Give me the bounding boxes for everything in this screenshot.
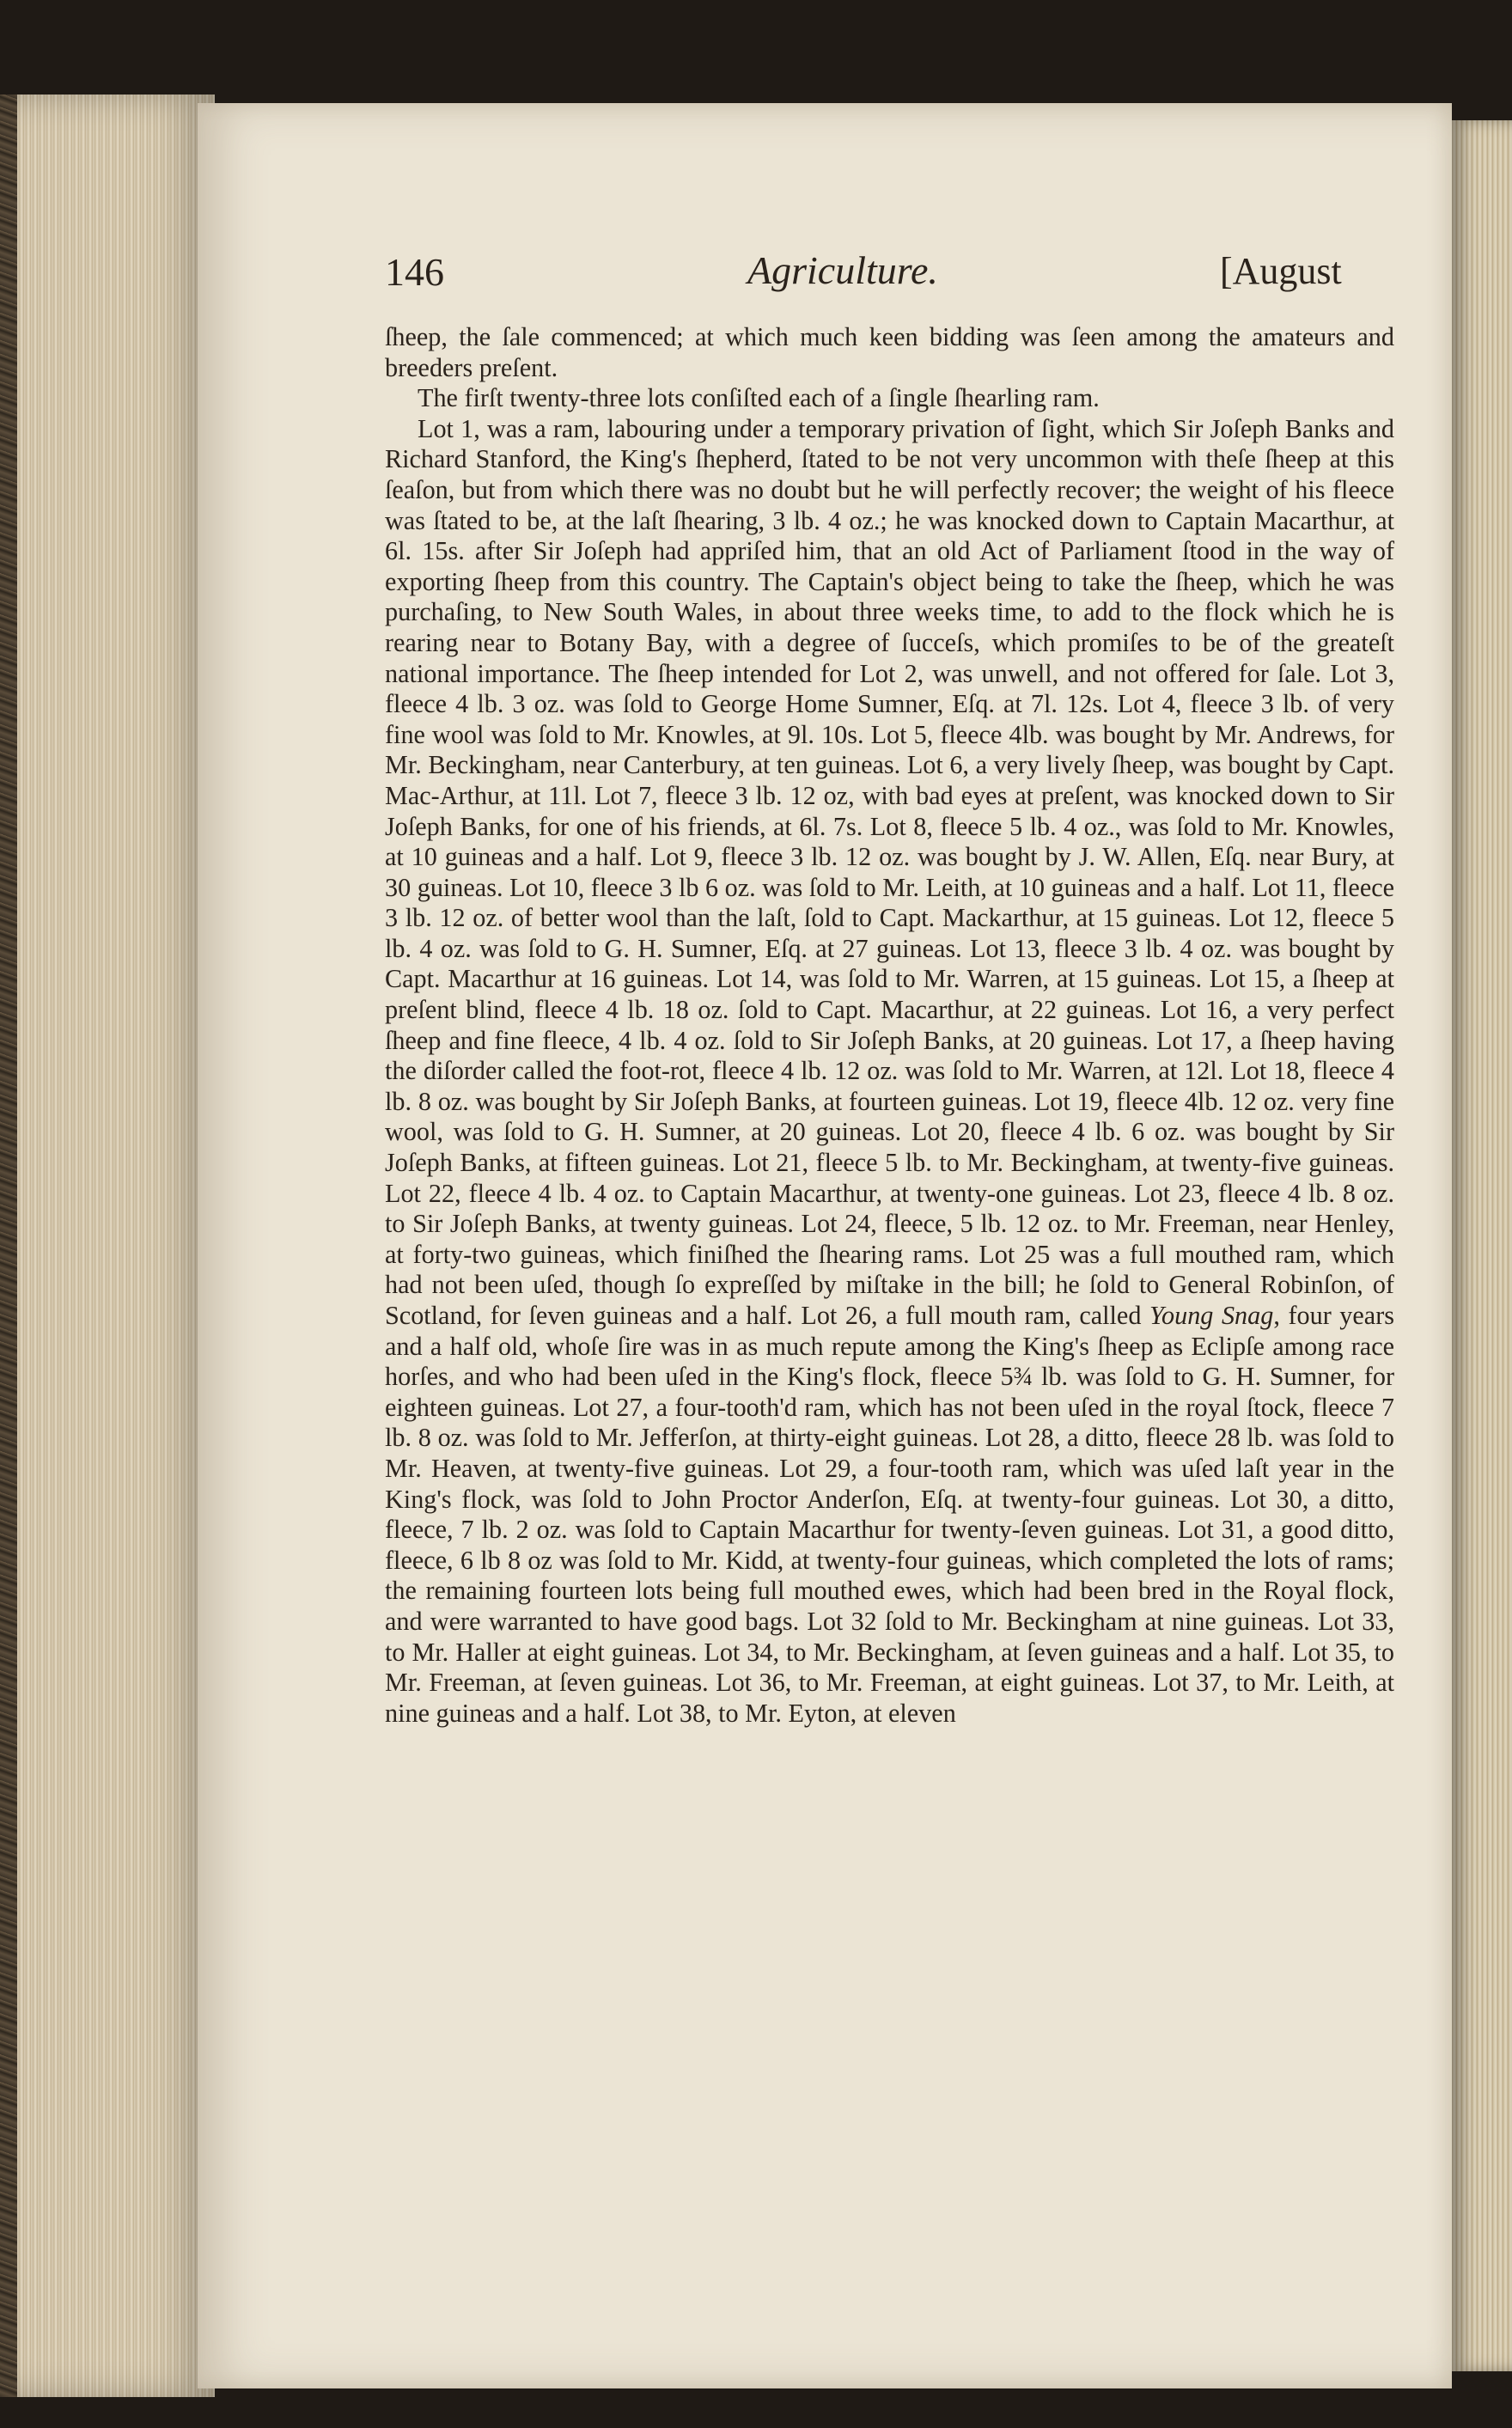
page-number: 146 (385, 250, 444, 294)
lot-list-text-b: , four years and a half old, whoſe ſire was in as much repute among the King's ſheep as Eclipſe among race horſes, and who had been uſed in the King's flock, fleece 5¾ lb. was ſold to G. H. Sumner, for eighteen guineas. Lot 27, a four-tooth'd ram, which has not been uſed in the royal ſtock, fleece 7 lb. 8 oz. was ſold to Mr. Jefferſon, at thirty-eight guineas. Lot 28, a ditto, fleece 28 lb. was ſold to Mr. Heaven, at twenty-five guineas. Lot 29, a four-tooth ram, which was uſed laſt year in the King's flock, was ſold to John Proctor Anderſon, Eſq. at twenty-four guineas. Lot 30, a ditto, fleece, 7 lb. 2 oz. was ſold to Captain Macarthur for twenty-ſeven guineas. Lot 31, a good ditto, fleece, 6 lb 8 oz was ſold to Mr. Kidd, at twenty-four guineas, which completed the lots of rams; the remaining fourteen lots being full mouthed ewes, which had been bred in the Royal flock, and were warranted to have good bags. Lot 32 ſold to Mr. Beckingham at nine guineas. Lot 33, to Mr. Haller at eight guineas. Lot 34, to Mr. Beckingham, at ſeven guineas and a half. Lot 35, to Mr. Freeman, at ſeven guineas. Lot 36, to Mr. Freeman, at eight guineas. Lot 37, to Mr. Leith, at nine guineas and a half. Lot 38, to Mr. Eyton, at eleven (385, 1301, 1395, 1728)
body-text (385, 322, 1394, 1729)
ram-name: Young Snag (1149, 1301, 1274, 1330)
page-header (198, 249, 1452, 309)
paragraph-lot-list (385, 414, 1394, 1729)
paragraph-first-lots: The firſt twenty-three lots conſiſted each of a ſingle ſhearling ram. (418, 383, 1100, 413)
paragraph-sale-opening: ſheep, the ſale commenced; at which much keen bidding was ſeen among the amateurs and breeders preſent. (385, 322, 1394, 382)
right-page-edges (1452, 120, 1512, 2371)
running-title: Agriculture. (747, 248, 938, 292)
left-page-edges (17, 95, 215, 2397)
running-month: [August (1220, 250, 1342, 292)
book-page (198, 103, 1452, 2388)
lot-list-text-a: Lot 1, was a ram, labouring under a temporary privation of ſight, which Sir Joſeph Banks and Richard Stanford, the King's ſhepherd, ſtated to be not very uncommon with theſe ſheep at this ſeaſon, but from which there was no doubt but he will perfectly recover; the weight of his fleece was ſtated to be, at the laſt ſhearing, 3 lb. 4 oz.; he was knocked down to Captain Macarthur, at 6l. 15s. after Sir Joſeph had appriſed him, that an old Act of Parliament ſtood in the way of exporting ſheep from this country. The Captain's object being to take the ſheep, which he was purchaſing, to New South Wales, in about three weeks time, to add to the flock which he is rearing near to Botany Bay, with a degree of ſucceſs, which promiſes to be of the greateſt national importance. The ſheep intended for Lot 2, was unwell, and not offered for ſale. Lot 3, fleece 4 lb. 3 oz. was ſold to George Home Sumner, Eſq. at 7l. 12s. Lot 4, fleece 3 lb. of very fine wool was ſold to Mr. Knowles, at 9l. 10s. Lot 5, fleece 4lb. was bought by Mr. Andrews, for Mr. Beckingham, near Canterbury, at ten guineas. Lot 6, a very lively ſheep, was bought by Capt. Mac-Arthur, at 11l. Lot 7, fleece 3 lb. 12 oz, with bad eyes at preſent, was knocked down to Sir Joſeph Banks, for one of his friends, at 6l. 7s. Lot 8, fleece 5 lb. 4 oz., was ſold to Mr. Knowles, at 10 guineas and a half. Lot 9, fleece 3 lb. 12 oz. was bought by J. W. Allen, Eſq. near Bury, at 30 guineas. Lot 10, fleece 3 lb 6 oz. was ſold to Mr. Leith, at 10 guineas and a half. Lot 11, fleece 3 lb. 12 oz. of better wool than the laſt, ſold to Capt. Mackarthur, at 15 guineas. Lot 12, fleece 5 lb. 4 oz. was ſold to G. H. Sumner, Eſq. at 27 guineas. Lot 13, fleece 3 lb. 4 oz. was bought by Capt. Macarthur at 16 guineas. Lot 14, was ſold to Mr. Warren, at 15 guineas. Lot 15, a ſheep at preſent blind, fleece 4 lb. 18 oz. ſold to Capt. Macarthur, at 22 guineas. Lot 16, a very perfect ſheep and fine fleece, 4 lb. 4 oz. ſold to Sir Joſeph Banks, at 20 guineas. Lot 17, a ſheep having the diſorder called the foot-rot, fleece 4 lb. 12 oz. was ſold to Mr. Warren, at 12l. Lot 18, fleece 4 lb. 8 oz. was bought by Sir Joſeph Banks, at fourteen guineas. Lot 19, fleece 4lb. 12 oz. very fine wool, was ſold to G. H. Sumner, at 20 guineas. Lot 20, fleece 4 lb. 6 oz. was bought by Sir Joſeph Banks, at fifteen guineas. Lot 21, fleece 5 lb. to Mr. Beckingham, at twenty-five guineas. Lot 22, fleece 4 lb. 4 oz. to Captain Macarthur, at twenty-one guineas. Lot 23, fleece 4 lb. 8 oz. to Sir Joſeph Banks, at twenty guineas. Lot 24, fleece, 5 lb. 12 oz. to Mr. Freeman, near Henley, at forty-two guineas, which finiſhed the ſhearing rams. Lot 25 was a full mouthed ram, which had not been uſed, though ſo expreſſed by miſtake in the bill; he ſold to General Robinſon, of Scotland, for ſeven guineas and a half. Lot 26, a full mouth ram, called (385, 413, 1395, 1330)
